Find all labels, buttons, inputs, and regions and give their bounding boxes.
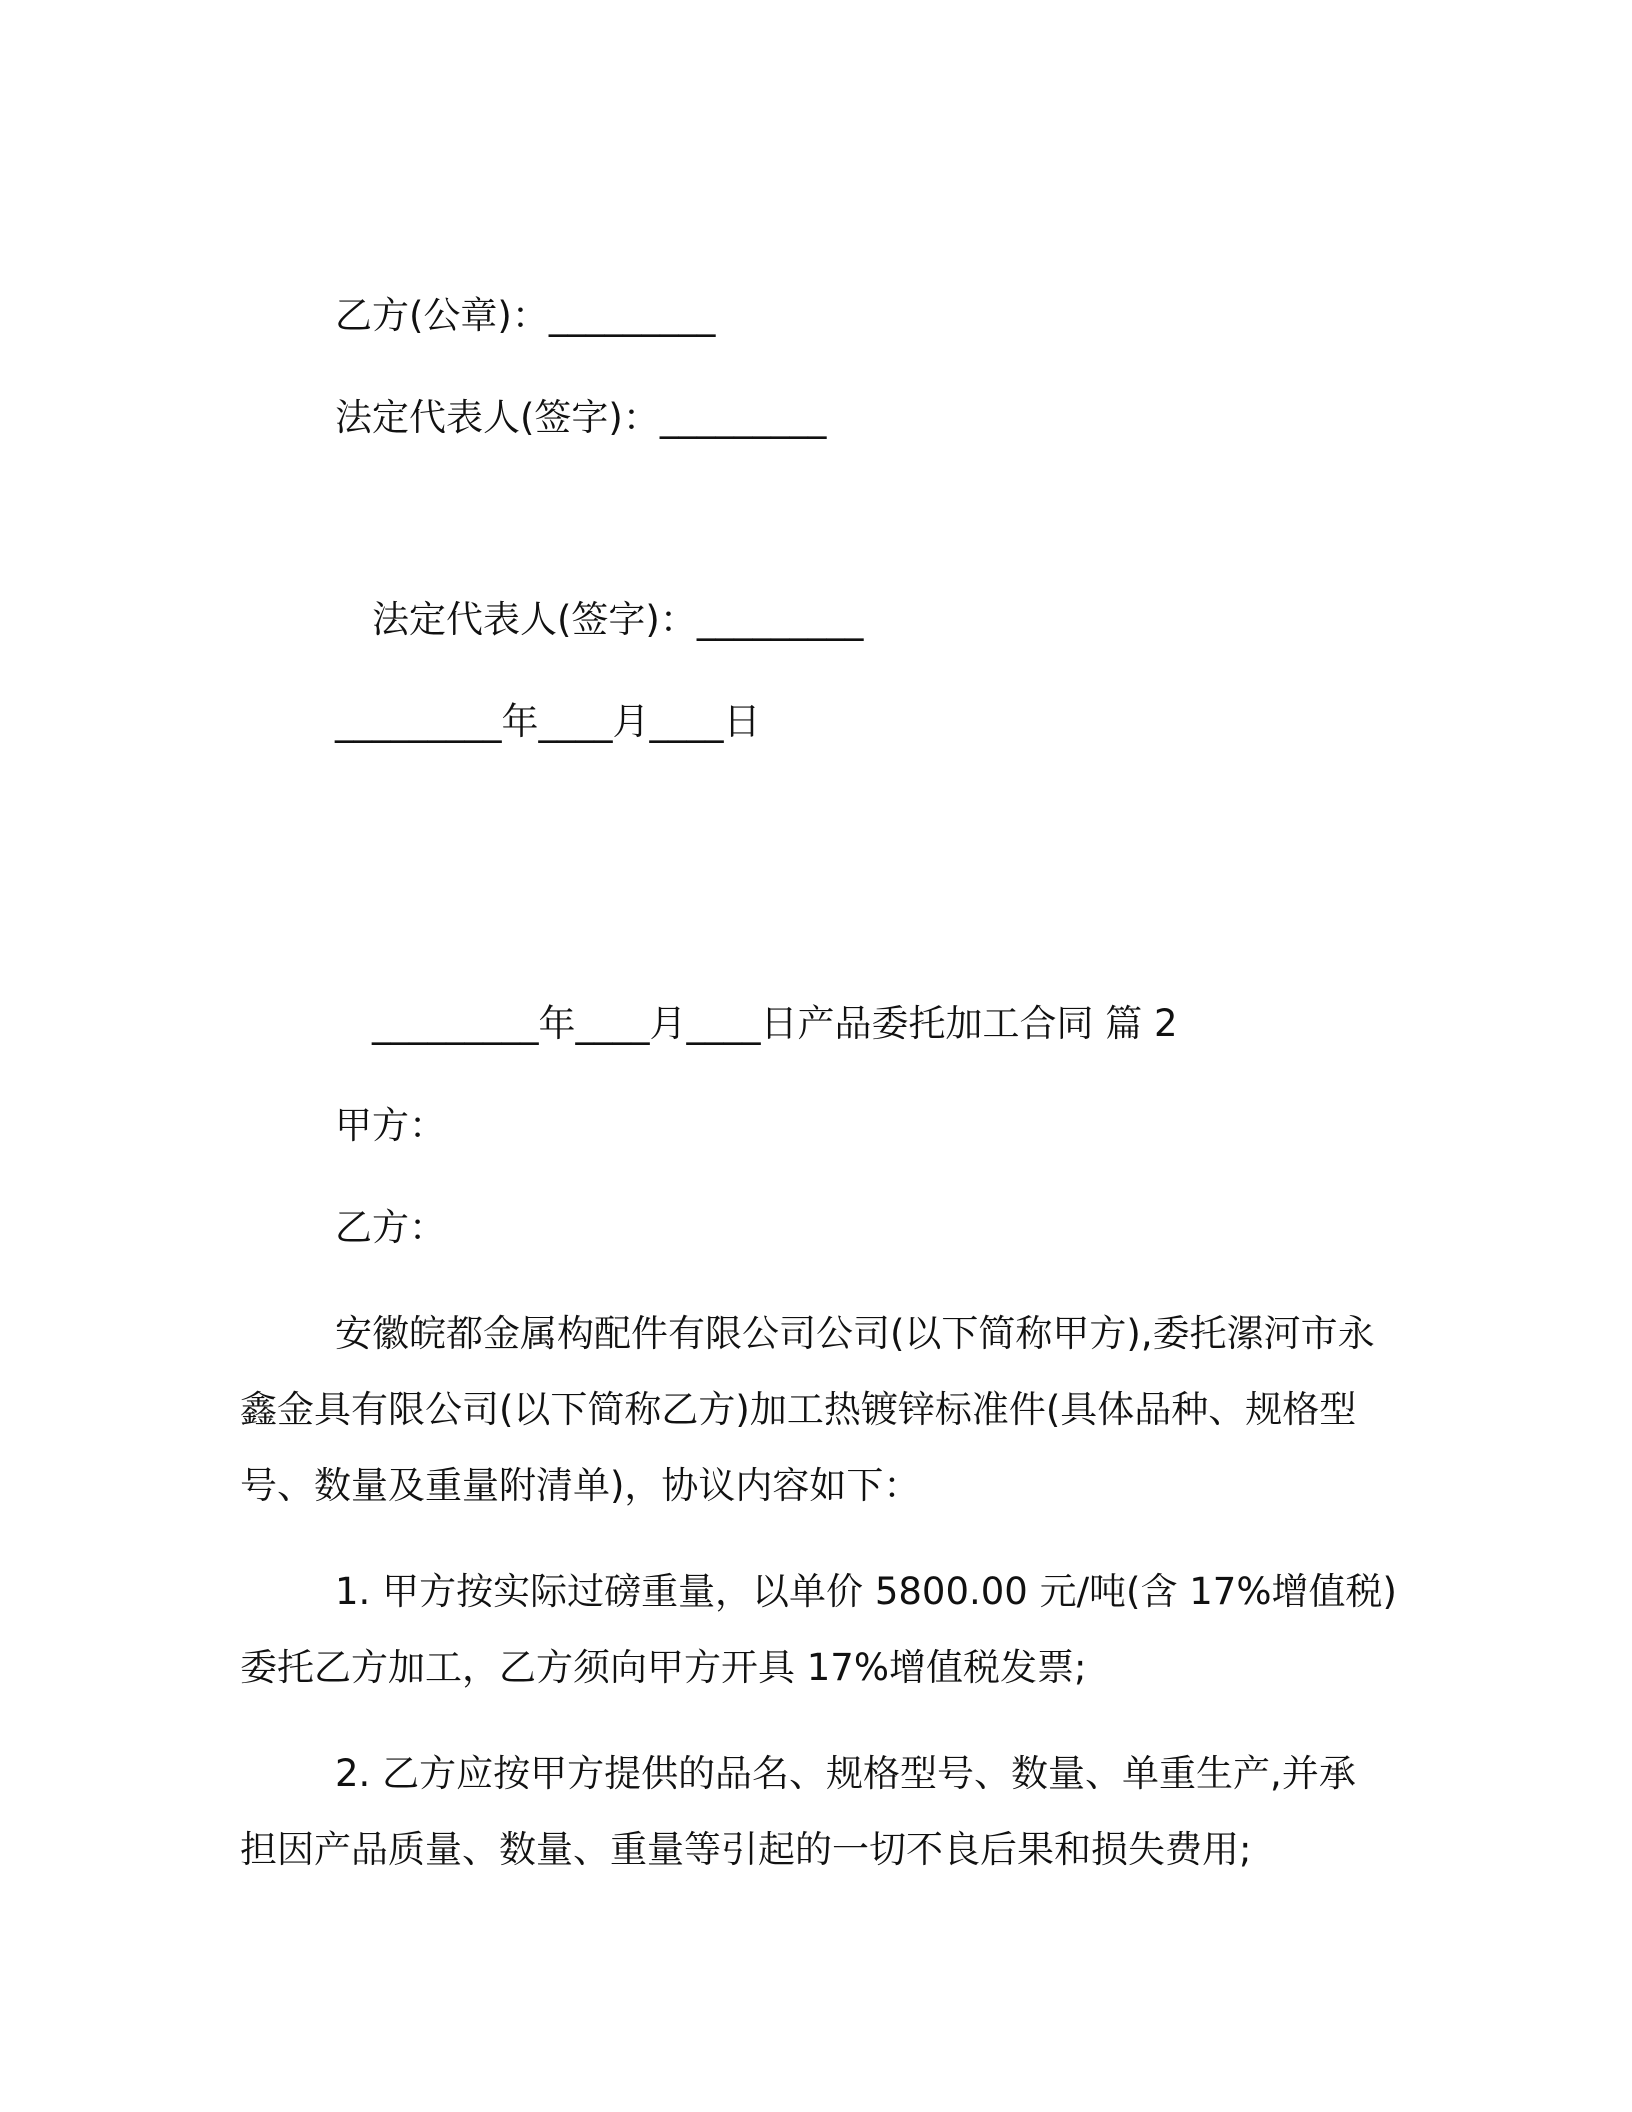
party-b-line: 乙方：: [335, 1206, 446, 1249]
legal-representative-line-2: 法定代表人(签字)：_________: [372, 598, 864, 641]
intro-paragraph-line-2: 鑫金具有限公司(以下简称乙方)加工热镀锌标准件(具体品种、规格型: [240, 1388, 1357, 1431]
intro-paragraph-line-1: 安徽皖都金属构配件有限公司公司(以下简称甲方),委托漯河市永: [335, 1312, 1375, 1355]
clause-2-line-2: 担因产品质量、数量、重量等引起的一切不良后果和损失费用;: [240, 1828, 1252, 1871]
party-b-seal-line: 乙方(公章)：_________: [335, 294, 716, 337]
clause-1-line-1: 1. 甲方按实际过磅重量，以单价 5800.00 元/吨(含 17%增值税): [335, 1570, 1397, 1613]
intro-paragraph-line-3: 号、数量及重量附清单)，协议内容如下：: [240, 1464, 921, 1507]
legal-representative-line: 法定代表人(签字)：_________: [335, 396, 827, 439]
party-a-line: 甲方：: [335, 1104, 446, 1147]
contract-title: _________年____月____日产品委托加工合同 篇 2: [372, 1002, 1178, 1045]
clause-1-line-2: 委托乙方加工，乙方须向甲方开具 17%增值税发票;: [240, 1646, 1087, 1689]
clause-2-line-1: 2. 乙方应按甲方提供的品名、规格型号、数量、单重生产,并承: [335, 1752, 1356, 1795]
date-line: _________年____月____日: [335, 700, 761, 743]
